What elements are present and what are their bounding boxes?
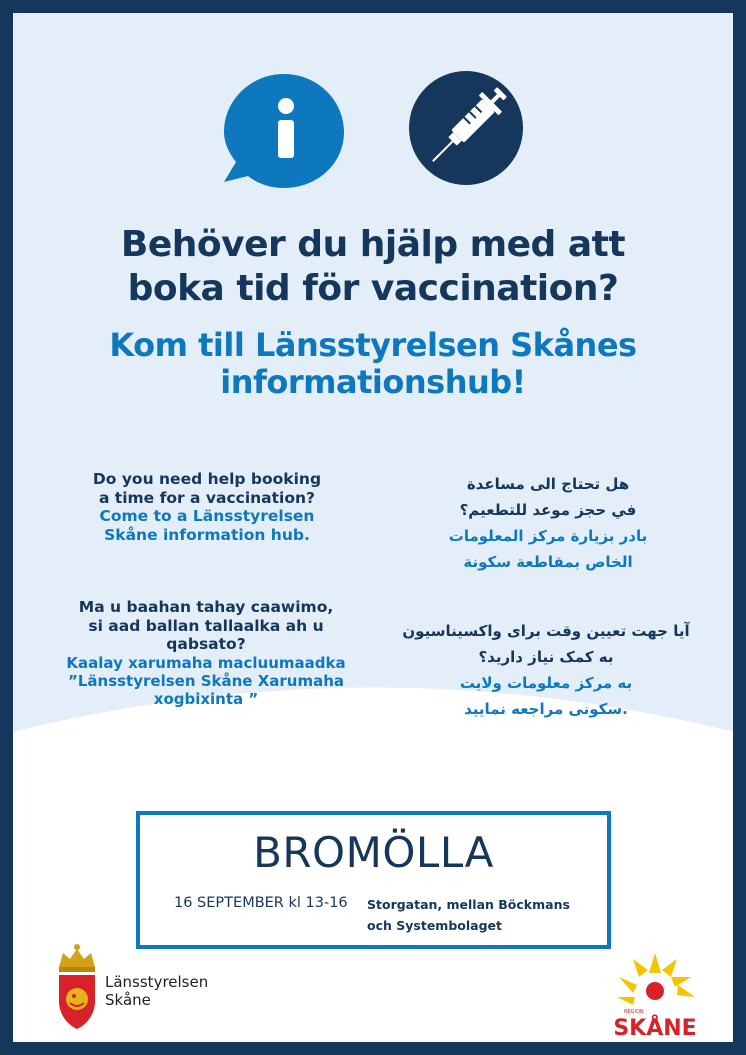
somali-answer-line2: ”Länsstyrelsen Skåne Xarumaha (67, 671, 345, 690)
event-address (367, 894, 597, 936)
somali-answer-line3: xogbixinta ” (153, 689, 259, 708)
english-question-line2: a time for a vaccination? (98, 488, 316, 507)
arabic-question-line2: في حجز موعد للتطعيم؟ (459, 501, 637, 519)
event-address-line2: och Systembolaget (367, 918, 502, 933)
persian-answer-line1: به مرکز معلومات ولایت (459, 674, 633, 692)
event-address-line1: Storgatan, mellan Böckmans (367, 897, 570, 912)
english-text (57, 470, 357, 544)
sub-heading-line2: informationshub! (220, 363, 526, 401)
somali-question-line2: si aad ballan tallaalka ah u (88, 616, 324, 635)
lansstyrelsen-logo-line2: Skåne (105, 991, 151, 1009)
persian-question-line1: آیا جهت تعیین وقت برای واکسیناسیون (402, 622, 690, 640)
persian-answer-line2: .سکونی مراجعه نمایید (464, 700, 628, 718)
persian-text (381, 618, 711, 722)
region-name: SKÅNE (613, 1016, 697, 1041)
somali-question-line3: qabsato? (166, 635, 246, 653)
english-answer-line2: Skåne information hub. (104, 525, 310, 544)
main-heading-line1: Behöver du hjälp med att (120, 224, 626, 265)
lansstyrelsen-logo-line1: Länsstyrelsen (105, 973, 209, 991)
somali-question-line1: Ma u baahan tahay caawimo, (78, 598, 334, 616)
region-label: REGION (624, 1009, 644, 1015)
sub-heading-line1: Kom till Länsstyrelsen Skånes (109, 326, 637, 364)
event-city: BROMÖLLA (253, 828, 494, 877)
arabic-text (408, 471, 688, 575)
info-bubble-icon (222, 72, 344, 192)
arabic-answer-line1: بادر بزيارة مركز المعلومات (448, 527, 648, 545)
arabic-question-line1: هل تحتاج الى مساعدة (466, 475, 630, 493)
english-question-line1: Do you need help booking (92, 470, 322, 488)
main-heading-line2: boka tid för vaccination? (127, 268, 619, 309)
event-info-box (136, 811, 611, 949)
event-date-time: 16 SEPTEMBER kl 13-16 (174, 895, 348, 911)
main-heading (13, 223, 733, 311)
lansstyrelsen-crest-icon (53, 939, 101, 1035)
lansstyrelsen-logo-text (105, 973, 208, 1009)
somali-answer-line1: Kaalay xarumaha macluumaadka (66, 653, 346, 672)
syringe-icon (407, 69, 525, 187)
sub-heading (13, 327, 733, 401)
arabic-answer-line2: الخاص بمقاطعة سكونة (463, 553, 633, 571)
english-answer-line1: Come to a Länsstyrelsen (99, 507, 315, 525)
somali-text (46, 598, 366, 708)
region-skane-logo (605, 945, 705, 1041)
persian-question-line2: به کمک نیاز دارید؟ (478, 648, 614, 666)
